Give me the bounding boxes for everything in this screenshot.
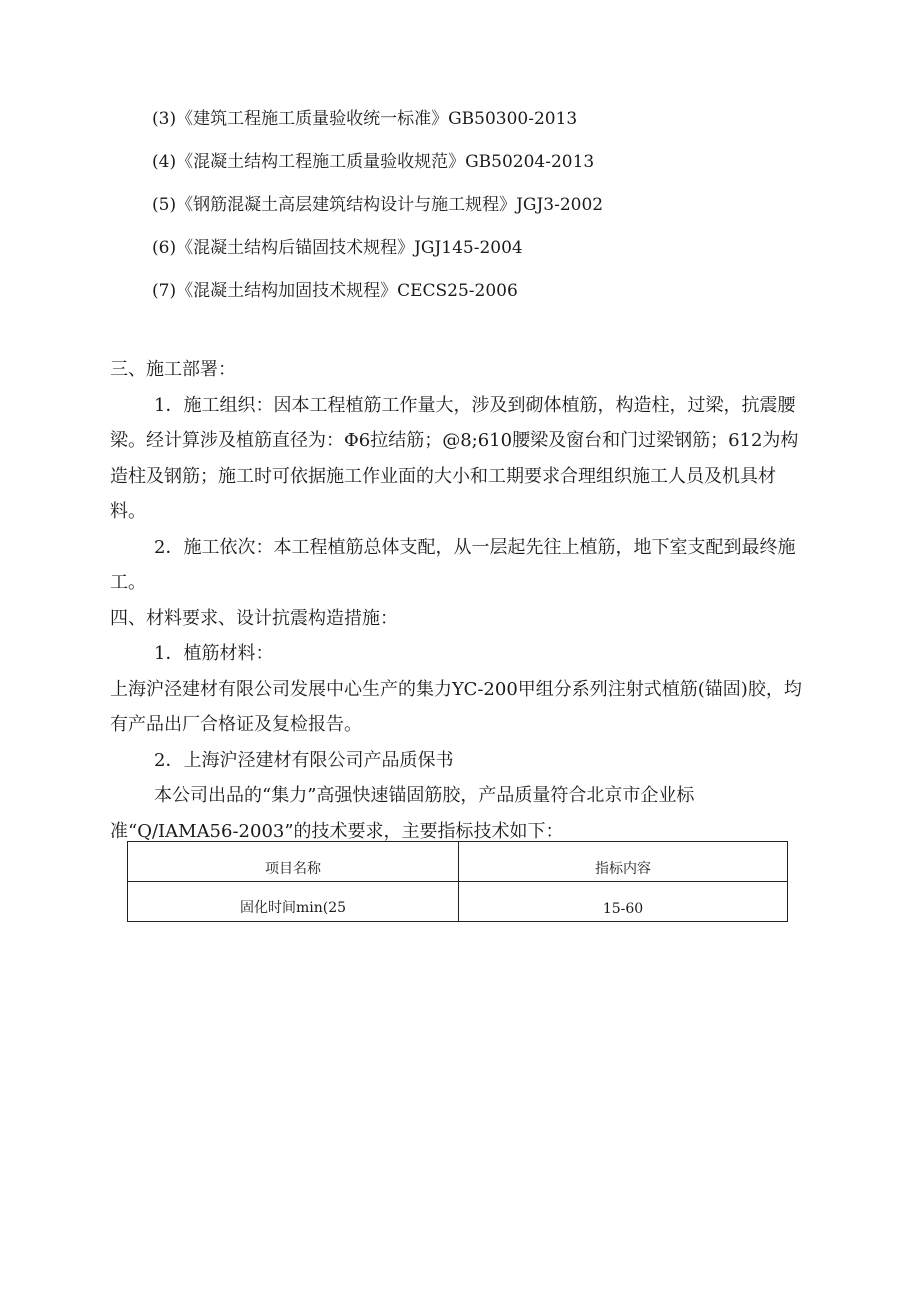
quality-description: 本公司出品的“集力”高强快速锚固筋胶，产品质量符合北京市企业标准“Q/IAMA56-2003”的技术要求，主要指标技术如下： [110,785,695,842]
table-row [128,882,788,922]
standard-item: (3)《建筑工程施工质量验收统一标准》GB50300-2013 [152,109,578,129]
table-header-value: 指标内容 [459,842,788,882]
table-header-item: 项目名称 [128,842,459,882]
standard-item: (7)《混凝土结构加固技术规程》CECS25-2006 [152,281,518,301]
standard-item: (5)《钢筋混凝土高层建筑结构设计与施工规程》JGJ3-2002 [152,195,604,215]
body-text [110,352,810,849]
section4-item2: 2．上海沪泾建材有限公司产品质保书 [154,749,454,771]
section3-item2: 2．施工依次：本工程植筋总体支配，从一层起先往上植筋，地下室支配到最终施工。 [110,536,796,593]
standard-item: (6)《混凝土结构后锚固技术规程》JGJ145-2004 [152,238,523,258]
table-header-row [128,842,788,882]
material-description: 上海沪泾建材有限公司发展中心生产的集力YC-200甲组分系列注射式植筋(锚固)胶，均有产品出厂合格证及复检报告。 [110,678,802,735]
section4-item1: 1．植筋材料： [154,643,274,664]
section4-heading: 四、材料要求、设计抗震构造措施： [110,607,398,629]
standards-list [152,108,603,323]
standard-item: (4)《混凝土结构工程施工质量验收规范》GB50204-2013 [152,152,595,172]
table-cell-value: 15-60 [459,882,788,922]
section3-item1: 1．施工组织：因本工程植筋工作量大，涉及到砌体植筋，构造柱，过梁，抗震腰梁。经计算涉及植筋直径为：Φ6拉结筋；@8;610腰梁及窗台和门过梁钢筋；612为构造柱及钢筋；施工时可依据施工作业面的大小和工期要求合理组织施工人员及机具材料。 [110,394,799,522]
spec-table [127,841,788,922]
section3-heading: 三、施工部署： [110,359,236,380]
table-cell-item: 固化时间min(25 [128,882,459,922]
